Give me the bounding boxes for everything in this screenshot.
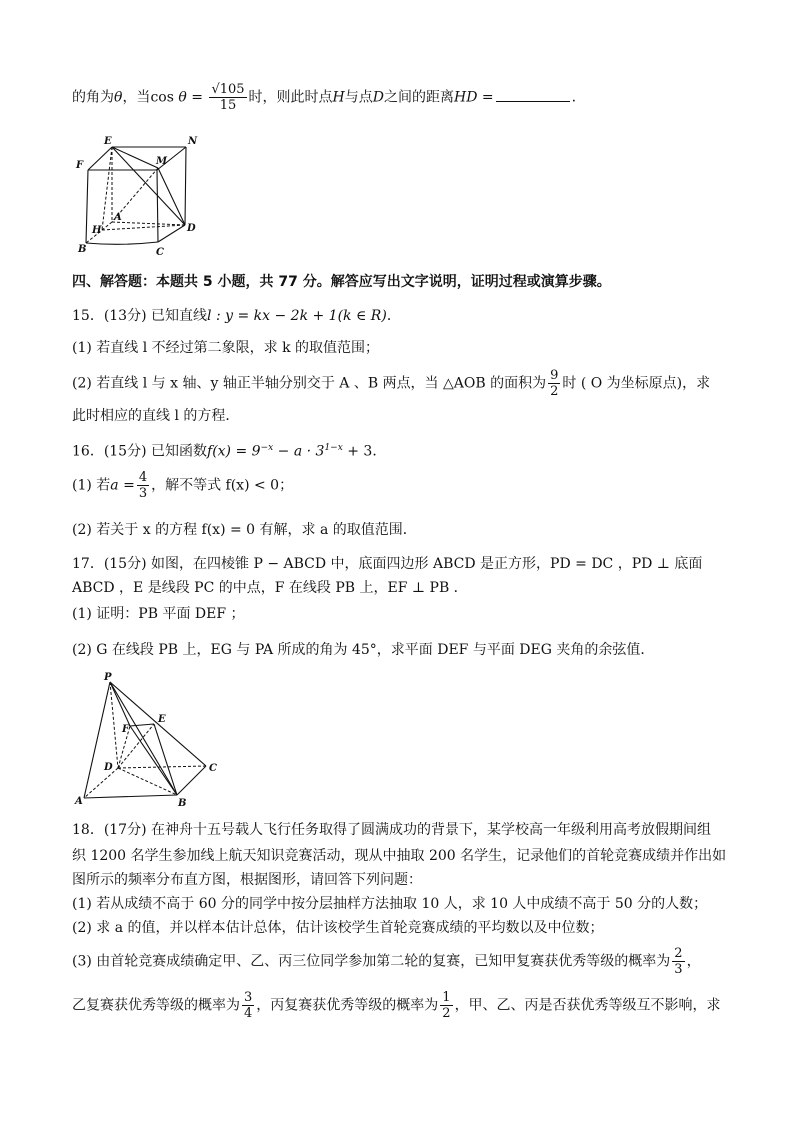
svg-text:E: E [104,136,112,147]
q18-part2: (2) 求 a 的值，并以样本估计总体，估计该校学生首轮竞赛成绩的平均数以及中位数； [72,920,604,936]
q18-stem-3: 图所示的频率分布直方图，根据图形，请回答下列问题： [72,872,422,888]
q15-part1: (1) 若直线 l 不经过第二象限，求 k 的取值范围； [72,340,380,356]
svg-text:A: A [114,212,122,223]
svg-text:F: F [76,160,84,171]
svg-text:D: D [104,762,113,773]
svg-text:A: A [75,796,83,807]
q16-stem: 16．(15分) 已知函数$f(x) = 9^{-x} - a \cdot 3^{1-x} + 3$． [72,443,387,460]
svg-text:D: D [187,223,196,234]
svg-text:M: M [156,156,168,167]
svg-text:H: H [92,225,102,236]
answer-blank [496,87,570,102]
svg-text:C: C [156,247,164,258]
svg-text:E: E [158,714,166,725]
q18-part3-cont: 乙复赛获优秀等级的概率为 $\frac{3}{4}$ ，丙复赛获优秀等级的概率为 $\frac{1}{2}$ ，甲、乙、丙是否获优秀等级互不影响，求 [72,990,721,1021]
svg-text:B: B [178,798,187,809]
q17-part2: (2) G 在线段 PB 上，EG 与 PA 所成的角为 45°，求平面 DEF 与平面 DEG 夹角的余弦值． [72,642,655,658]
q18-stem-1: 18．(17分) 在神舟十五号载人飞行任务取得了圆满成功的背景下，某学校高一年级利用高考放假期间组 [72,822,712,838]
section-header: 四、解答题：本题共 5 小题，共 77 分。解答应写出文字说明，证明过程或演算步骤。 [72,274,611,290]
svg-text:P: P [104,672,112,683]
q14-tail-line: 的角为θ，当cos θ = $\frac{√105}{15}$ 时，则此时点H与点D之间的距离HD = . [72,82,577,113]
q15-part2: (2) 若直线 l 与 x 轴、y 轴正半轴分别交于 A 、B 两点，当 △AOB 的面积为 $\frac{9}{2}$ 时 ( O 为坐标原点)，求 [72,368,711,399]
q17-stem-2: ABCD ，E 是线段 PC 的中点，F 在线段 PB 上，EF ⊥ PB ． [72,580,468,596]
cube-figure [72,130,202,258]
fraction: $\frac{√105}{15}$ [211,82,245,113]
q15-part2-cont: 此时相应的直线 l 的方程． [72,408,240,424]
q17-part1: (1) 证明：PB 平面 DEF ； [72,606,245,622]
svg-text:B: B [78,244,87,255]
q17-stem-1: 17．(15分) 如图，在四棱锥 P − ABCD 中，底面四边形 ABCD 是正方形，PD = DC ，PD ⊥ 底面 [72,556,703,572]
q18-part1: (1) 若从成绩不高于 60 分的同学中按分层抽样方法抽取 10 人，求 10 人中成绩不高于 50 分的人数； [72,896,708,912]
q16-part1: (1) 若a = $\frac{4}{3}$ ，解不等式 f(x) < 0； [72,470,294,501]
svg-text:F: F [122,724,130,735]
q18-part3: (3) 由首轮竞赛成绩确定甲、乙、丙三位同学参加第二轮的复赛，已知甲复赛获优秀等级的概率为 $\frac{2}{3}$ ， [72,946,701,977]
svg-text:C: C [209,763,217,774]
svg-text:N: N [188,136,198,147]
q18-stem-2: 织 1200 名学生参加线上航天知识竞赛活动，现从中抽取 200 名学生，记录他们的首轮竞赛成绩并作出如 [72,848,727,864]
q15-stem: 15．(13分) 已知直线l : y = kx − 2k + 1(k ∈ R)． [72,308,401,324]
q16-part2: (2) 若关于 x 的方程 f(x) = 0 有解，求 a 的取值范围． [72,522,417,538]
pyramid-figure [72,670,222,810]
